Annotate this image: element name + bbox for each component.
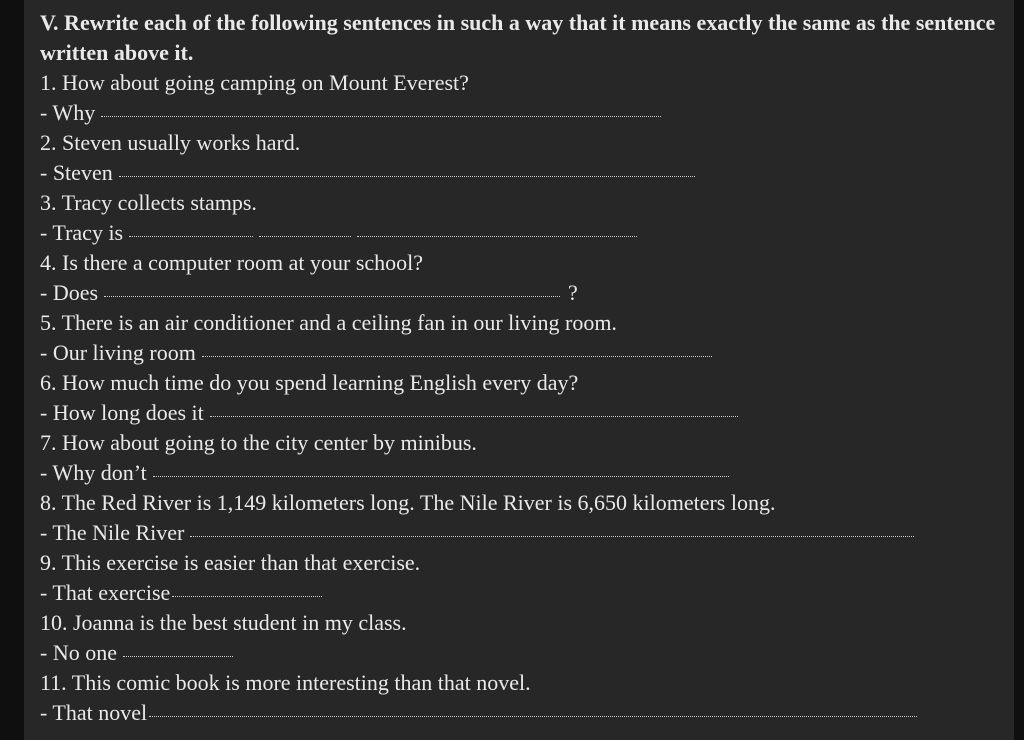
- answer-blank-3c[interactable]: [357, 235, 637, 237]
- answer-line-4: [40, 278, 1000, 308]
- answer-blank-10[interactable]: [123, 655, 233, 657]
- answer-blank-11[interactable]: [149, 715, 917, 717]
- document-panel: [24, 0, 1014, 740]
- question-7: 7. How about going to the city center by minibus.: [40, 430, 477, 455]
- answer-prompt-9: - That exercise: [40, 580, 171, 605]
- answer-blank-3a[interactable]: [129, 235, 253, 237]
- answer-blank-9[interactable]: [172, 595, 322, 597]
- answer-line-2: [40, 158, 1000, 188]
- answer-blank-8[interactable]: [190, 535, 914, 537]
- answer-prompt-11: - That novel: [40, 700, 148, 725]
- answer-blank-6[interactable]: [210, 415, 738, 417]
- question-10: 10. Joanna is the best student in my class.: [40, 610, 407, 635]
- answer-line-7: [40, 458, 1000, 488]
- question-3: 3. Tracy collects stamps.: [40, 190, 257, 215]
- question-11: 11. This comic book is more interesting than that novel.: [40, 670, 531, 695]
- answer-blank-5[interactable]: [202, 355, 712, 357]
- answer-prompt-5: - Our living room: [40, 340, 196, 365]
- answer-line-8: [40, 518, 1000, 548]
- answer-line-3: [40, 218, 1000, 248]
- question-8: 8. The Red River is 1,149 kilometers long. The Nile River is 6,650 kilometers long.: [40, 490, 776, 515]
- answer-blank-3b[interactable]: [259, 235, 351, 237]
- question-2: 2. Steven usually works hard.: [40, 130, 301, 155]
- section-heading: V. Rewrite each of the following sentences in such a way that it means exactly the same as the sentence written above it.: [40, 10, 996, 65]
- question-6: 6. How much time do you spend learning English every day?: [40, 370, 579, 395]
- answer-line-10: [40, 638, 1000, 668]
- answer-prompt-2: - Steven: [40, 160, 113, 185]
- answer-trail-4: ?: [568, 280, 578, 305]
- exercise-content: [40, 0, 1000, 728]
- answer-line-6: [40, 398, 1000, 428]
- answer-blank-2[interactable]: [119, 175, 695, 177]
- answer-line-9: [40, 578, 1000, 608]
- answer-prompt-10: - No one: [40, 640, 117, 665]
- question-5: 5. There is an air conditioner and a ceiling fan in our living room.: [40, 310, 617, 335]
- answer-blank-4[interactable]: [104, 295, 560, 297]
- answer-prompt-6: - How long does it: [40, 400, 204, 425]
- answer-prompt-1: - Why: [40, 100, 96, 125]
- question-9: 9. This exercise is easier than that exercise.: [40, 550, 421, 575]
- answer-prompt-3: - Tracy is: [40, 220, 124, 245]
- answer-prompt-8: - The Nile River: [40, 520, 185, 545]
- question-1: 1. How about going camping on Mount Everest?: [40, 70, 469, 95]
- answer-prompt-7: - Why don’t: [40, 460, 147, 485]
- answer-line-1: [40, 98, 1000, 128]
- question-4: 4. Is there a computer room at your school?: [40, 250, 424, 275]
- answer-blank-7[interactable]: [153, 475, 729, 477]
- answer-line-11: [40, 698, 1000, 728]
- answer-prompt-4: - Does: [40, 280, 99, 305]
- answer-line-5: [40, 338, 1000, 368]
- answer-blank-1[interactable]: [101, 115, 661, 117]
